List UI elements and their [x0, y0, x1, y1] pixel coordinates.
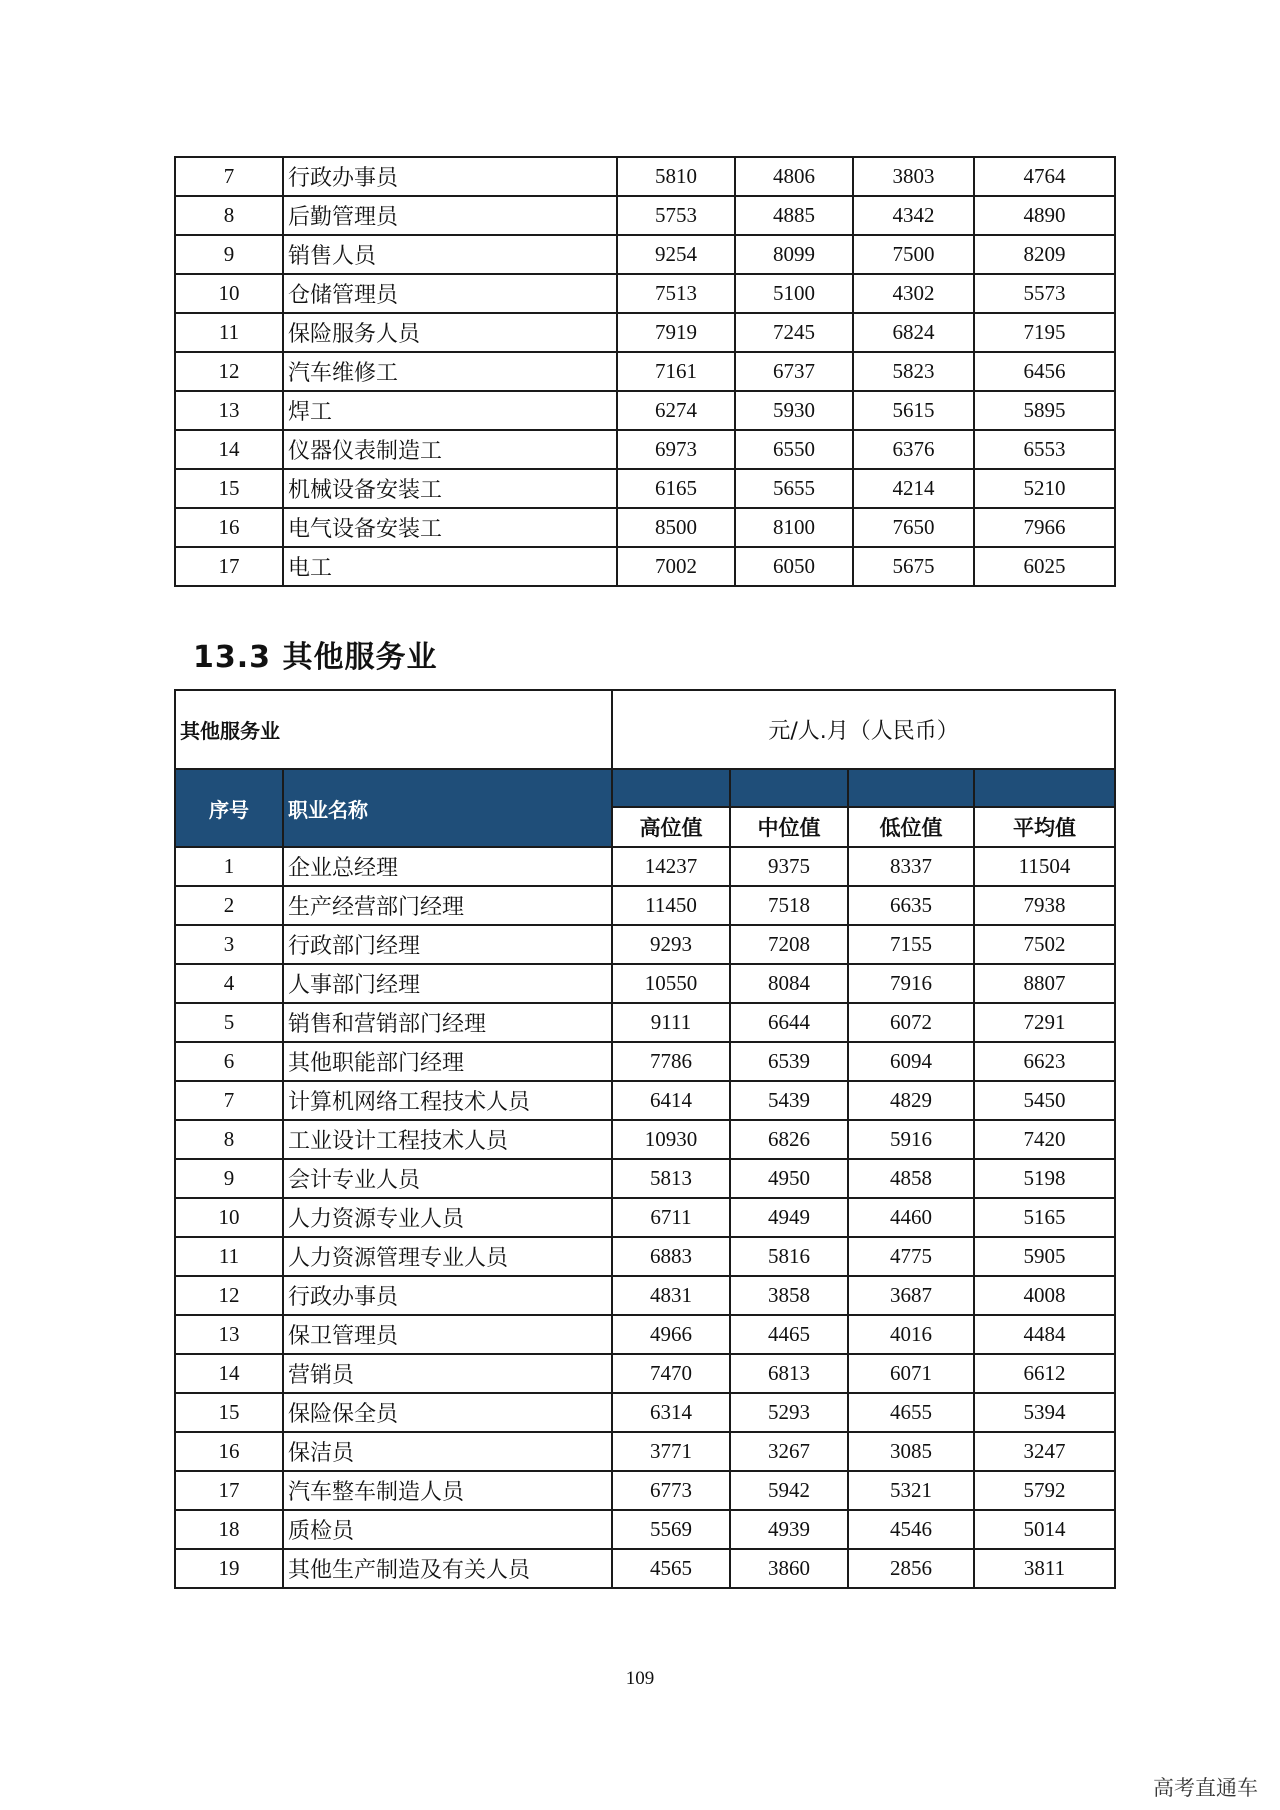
row-avg: 5450	[974, 1081, 1115, 1120]
row-mid: 5942	[730, 1471, 848, 1510]
row-seq: 15	[175, 469, 283, 508]
row-name: 电工	[283, 547, 617, 586]
row-high: 10930	[612, 1120, 730, 1159]
row-avg: 5394	[974, 1393, 1115, 1432]
row-seq: 9	[175, 1159, 283, 1198]
row-seq: 16	[175, 1432, 283, 1471]
row-low: 6072	[848, 1003, 974, 1042]
row-low: 4460	[848, 1198, 974, 1237]
row-avg: 6456	[974, 352, 1115, 391]
row-high: 6414	[612, 1081, 730, 1120]
row-avg: 5905	[974, 1237, 1115, 1276]
row-name: 汽车整车制造人员	[283, 1471, 612, 1510]
row-avg: 4484	[974, 1315, 1115, 1354]
row-seq: 10	[175, 1198, 283, 1237]
row-low: 6094	[848, 1042, 974, 1081]
salary-table-continued-body	[175, 157, 1115, 586]
row-mid: 3858	[730, 1276, 848, 1315]
row-high: 8500	[617, 508, 735, 547]
row-avg: 8209	[974, 235, 1115, 274]
row-avg: 7966	[974, 508, 1115, 547]
row-avg: 7420	[974, 1120, 1115, 1159]
row-low: 3803	[853, 157, 974, 196]
row-high: 4565	[612, 1549, 730, 1588]
row-avg: 5895	[974, 391, 1115, 430]
row-name: 工业设计工程技术人员	[283, 1120, 612, 1159]
row-low: 7500	[853, 235, 974, 274]
row-avg: 5210	[974, 469, 1115, 508]
row-high: 9254	[617, 235, 735, 274]
table-row	[175, 430, 1115, 469]
table-row	[175, 1198, 1115, 1237]
row-high: 7919	[617, 313, 735, 352]
row-name: 保险服务人员	[283, 313, 617, 352]
row-mid: 5930	[735, 391, 853, 430]
row-low: 6071	[848, 1354, 974, 1393]
table-row	[175, 1315, 1115, 1354]
table-row	[175, 925, 1115, 964]
row-name: 后勤管理员	[283, 196, 617, 235]
row-avg: 5792	[974, 1471, 1115, 1510]
row-low: 6376	[853, 430, 974, 469]
table-row	[175, 1276, 1115, 1315]
row-seq: 7	[175, 157, 283, 196]
salary-table-continued	[174, 156, 1116, 587]
row-seq: 4	[175, 964, 283, 1003]
row-mid: 6813	[730, 1354, 848, 1393]
row-seq: 1	[175, 847, 283, 886]
row-seq: 11	[175, 1237, 283, 1276]
row-name: 行政部门经理	[283, 925, 612, 964]
row-seq: 9	[175, 235, 283, 274]
row-mid: 7208	[730, 925, 848, 964]
row-seq: 11	[175, 313, 283, 352]
table-row	[175, 1042, 1115, 1081]
row-mid: 6737	[735, 352, 853, 391]
header-name: 职业名称	[283, 769, 612, 847]
table-row	[175, 157, 1115, 196]
row-seq: 10	[175, 274, 283, 313]
row-mid: 5655	[735, 469, 853, 508]
row-seq: 8	[175, 1120, 283, 1159]
row-low: 3687	[848, 1276, 974, 1315]
row-low: 2856	[848, 1549, 974, 1588]
row-seq: 6	[175, 1042, 283, 1081]
row-avg: 7195	[974, 313, 1115, 352]
row-high: 4831	[612, 1276, 730, 1315]
row-low: 4016	[848, 1315, 974, 1354]
row-mid: 8100	[735, 508, 853, 547]
page-number: 109	[625, 1668, 655, 1689]
row-name: 仪器仪表制造工	[283, 430, 617, 469]
row-high: 4966	[612, 1315, 730, 1354]
table-row	[175, 196, 1115, 235]
table-row	[175, 1081, 1115, 1120]
row-low: 4655	[848, 1393, 974, 1432]
row-seq: 14	[175, 430, 283, 469]
row-high: 14237	[612, 847, 730, 886]
row-low: 5615	[853, 391, 974, 430]
row-name: 行政办事员	[283, 1276, 612, 1315]
table-row	[175, 1354, 1115, 1393]
row-high: 5813	[612, 1159, 730, 1198]
row-high: 10550	[612, 964, 730, 1003]
row-mid: 6644	[730, 1003, 848, 1042]
row-high: 5753	[617, 196, 735, 235]
row-avg: 4764	[974, 157, 1115, 196]
row-avg: 11504	[974, 847, 1115, 886]
row-seq: 17	[175, 547, 283, 586]
row-mid: 4950	[730, 1159, 848, 1198]
row-mid: 7245	[735, 313, 853, 352]
row-low: 7650	[853, 508, 974, 547]
row-mid: 4465	[730, 1315, 848, 1354]
row-name: 人力资源专业人员	[283, 1198, 612, 1237]
other-services-salary-table-body	[175, 847, 1115, 1588]
row-high: 5810	[617, 157, 735, 196]
row-name: 保险保全员	[283, 1393, 612, 1432]
row-avg: 7502	[974, 925, 1115, 964]
table-row	[175, 847, 1115, 886]
row-low: 8337	[848, 847, 974, 886]
row-mid: 8084	[730, 964, 848, 1003]
row-low: 5823	[853, 352, 974, 391]
table-row	[175, 547, 1115, 586]
row-high: 6274	[617, 391, 735, 430]
row-name: 汽车维修工	[283, 352, 617, 391]
row-mid: 4885	[735, 196, 853, 235]
row-low: 3085	[848, 1432, 974, 1471]
header-seq: 序号	[175, 769, 283, 847]
row-name: 营销员	[283, 1354, 612, 1393]
row-low: 5321	[848, 1471, 974, 1510]
row-high: 7002	[617, 547, 735, 586]
row-seq: 13	[175, 1315, 283, 1354]
row-mid: 6826	[730, 1120, 848, 1159]
header-high: 高位值	[612, 807, 730, 847]
row-mid: 6550	[735, 430, 853, 469]
row-name: 人力资源管理专业人员	[283, 1237, 612, 1276]
row-seq: 19	[175, 1549, 283, 1588]
row-name: 保卫管理员	[283, 1315, 612, 1354]
row-avg: 5198	[974, 1159, 1115, 1198]
row-high: 11450	[612, 886, 730, 925]
row-mid: 6539	[730, 1042, 848, 1081]
category-label: 其他服务业	[175, 690, 612, 769]
row-seq: 8	[175, 196, 283, 235]
row-name: 保洁员	[283, 1432, 612, 1471]
row-high: 9111	[612, 1003, 730, 1042]
row-name: 其他生产制造及有关人员	[283, 1549, 612, 1588]
row-seq: 12	[175, 352, 283, 391]
row-mid: 3860	[730, 1549, 848, 1588]
row-low: 4546	[848, 1510, 974, 1549]
row-low: 5675	[853, 547, 974, 586]
row-high: 6165	[617, 469, 735, 508]
row-avg: 6553	[974, 430, 1115, 469]
row-avg: 7291	[974, 1003, 1115, 1042]
header-strip	[730, 769, 848, 807]
table-row	[175, 1432, 1115, 1471]
row-low: 7916	[848, 964, 974, 1003]
table-row	[175, 886, 1115, 925]
row-mid: 4806	[735, 157, 853, 196]
row-name: 机械设备安装工	[283, 469, 617, 508]
row-seq: 5	[175, 1003, 283, 1042]
row-mid: 5439	[730, 1081, 848, 1120]
row-name: 销售和营销部门经理	[283, 1003, 612, 1042]
row-low: 4302	[853, 274, 974, 313]
row-low: 4342	[853, 196, 974, 235]
table-row	[175, 508, 1115, 547]
row-mid: 5293	[730, 1393, 848, 1432]
row-seq: 7	[175, 1081, 283, 1120]
row-avg: 6612	[974, 1354, 1115, 1393]
row-seq: 17	[175, 1471, 283, 1510]
table-row	[175, 1471, 1115, 1510]
row-high: 6773	[612, 1471, 730, 1510]
section-title: 13.3 其他服务业	[193, 640, 438, 675]
row-name: 仓储管理员	[283, 274, 617, 313]
row-avg: 8807	[974, 964, 1115, 1003]
watermark: 高考直通车	[1153, 1776, 1258, 1800]
header-strip	[974, 769, 1115, 807]
row-mid: 6050	[735, 547, 853, 586]
row-high: 9293	[612, 925, 730, 964]
row-name: 焊工	[283, 391, 617, 430]
header-avg: 平均值	[974, 807, 1115, 847]
row-seq: 2	[175, 886, 283, 925]
table-row	[175, 391, 1115, 430]
row-high: 7513	[617, 274, 735, 313]
row-low: 6635	[848, 886, 974, 925]
row-low: 4775	[848, 1237, 974, 1276]
table-row	[175, 1120, 1115, 1159]
row-low: 6824	[853, 313, 974, 352]
row-low: 4214	[853, 469, 974, 508]
row-high: 6883	[612, 1237, 730, 1276]
row-name: 电气设备安装工	[283, 508, 617, 547]
row-name: 其他职能部门经理	[283, 1042, 612, 1081]
row-avg: 6623	[974, 1042, 1115, 1081]
row-high: 7161	[617, 352, 735, 391]
row-mid: 7518	[730, 886, 848, 925]
row-avg: 4008	[974, 1276, 1115, 1315]
row-name: 企业总经理	[283, 847, 612, 886]
row-low: 4829	[848, 1081, 974, 1120]
header-low: 低位值	[848, 807, 974, 847]
row-high: 6711	[612, 1198, 730, 1237]
header-strip	[612, 769, 730, 807]
row-seq: 12	[175, 1276, 283, 1315]
row-mid: 8099	[735, 235, 853, 274]
row-avg: 3811	[974, 1549, 1115, 1588]
table-row	[175, 274, 1115, 313]
row-seq: 13	[175, 391, 283, 430]
table-row	[175, 1393, 1115, 1432]
row-high: 3771	[612, 1432, 730, 1471]
row-mid: 3267	[730, 1432, 848, 1471]
row-name: 行政办事员	[283, 157, 617, 196]
row-avg: 7938	[974, 886, 1115, 925]
row-seq: 15	[175, 1393, 283, 1432]
row-high: 5569	[612, 1510, 730, 1549]
row-seq: 14	[175, 1354, 283, 1393]
table-row	[175, 235, 1115, 274]
row-avg: 4890	[974, 196, 1115, 235]
row-low: 7155	[848, 925, 974, 964]
row-mid: 4949	[730, 1198, 848, 1237]
row-high: 6314	[612, 1393, 730, 1432]
row-name: 人事部门经理	[283, 964, 612, 1003]
row-mid: 5100	[735, 274, 853, 313]
row-low: 4858	[848, 1159, 974, 1198]
row-high: 6973	[617, 430, 735, 469]
table-row	[175, 964, 1115, 1003]
table-row	[175, 1003, 1115, 1042]
row-avg: 3247	[974, 1432, 1115, 1471]
table-row	[175, 1549, 1115, 1588]
row-mid: 5816	[730, 1237, 848, 1276]
row-low: 5916	[848, 1120, 974, 1159]
table-row	[175, 1159, 1115, 1198]
unit-label: 元/人.月（人民币）	[612, 690, 1115, 769]
table-row	[175, 1237, 1115, 1276]
table-row	[175, 313, 1115, 352]
header-mid: 中位值	[730, 807, 848, 847]
row-high: 7470	[612, 1354, 730, 1393]
row-seq: 16	[175, 508, 283, 547]
table-row	[175, 1510, 1115, 1549]
row-name: 会计专业人员	[283, 1159, 612, 1198]
row-avg: 5573	[974, 274, 1115, 313]
header-strip	[848, 769, 974, 807]
row-mid: 9375	[730, 847, 848, 886]
row-name: 计算机网络工程技术人员	[283, 1081, 612, 1120]
row-avg: 5014	[974, 1510, 1115, 1549]
table-row	[175, 469, 1115, 508]
row-seq: 18	[175, 1510, 283, 1549]
table-row	[175, 352, 1115, 391]
row-name: 销售人员	[283, 235, 617, 274]
row-avg: 5165	[974, 1198, 1115, 1237]
other-services-salary-table	[174, 689, 1116, 1589]
row-avg: 6025	[974, 547, 1115, 586]
row-mid: 4939	[730, 1510, 848, 1549]
row-name: 质检员	[283, 1510, 612, 1549]
row-high: 7786	[612, 1042, 730, 1081]
row-seq: 3	[175, 925, 283, 964]
row-name: 生产经营部门经理	[283, 886, 612, 925]
